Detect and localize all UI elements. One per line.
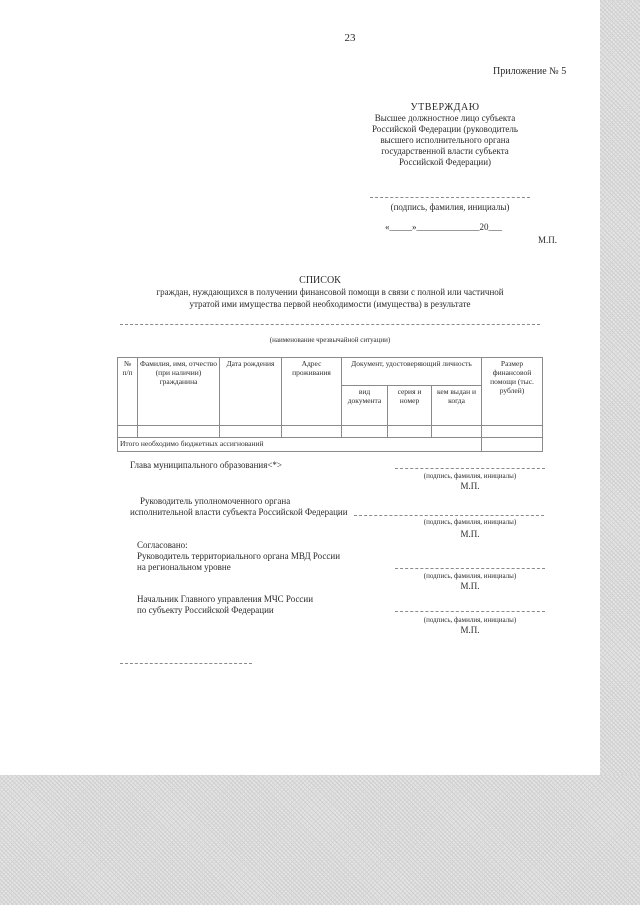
signatory-role-line2: на региональном уровне (137, 562, 231, 572)
signature-caption: (подпись, фамилия, инициалы) (423, 616, 517, 624)
empty-cell (138, 426, 220, 438)
signature-line (395, 568, 545, 569)
col-doc-series-header: серия и номер (388, 386, 432, 426)
empty-cell (432, 426, 482, 438)
heading-line-1: граждан, нуждающихся в получении финансовой помощи в связи с полной или частичной (156, 287, 504, 297)
signature-line (354, 515, 544, 516)
emergency-name-caption: (наименование чрезвычайной ситуации) (269, 336, 391, 344)
page-number: 23 (344, 32, 356, 44)
approval-line: Высшее должностное лицо субъекта (374, 113, 516, 123)
approval-title: УТВЕРЖДАЮ (410, 102, 480, 113)
signatory-role-line1: Руководитель территориального органа МВД России (137, 551, 341, 561)
stamp-label: М.П. (460, 529, 480, 539)
approval-line: Российской Федерации (руководитель (372, 124, 518, 134)
empty-cell (342, 426, 388, 438)
approval-block (355, 102, 535, 168)
approval-line: государственной власти субъекта (381, 146, 509, 156)
approval-line: высшего исполнительного органа (380, 135, 510, 145)
empty-cell (282, 426, 342, 438)
approval-signature-caption: (подпись, фамилия, инициалы) (390, 202, 510, 212)
signatory-role-line2: по субъекту Российской Федерации (137, 605, 274, 615)
heading-line-2: утратой ими имущества первой необходимости (имущества) в результате (189, 299, 471, 309)
footnote-separator (120, 663, 252, 664)
signatory-role-line2: исполнительной власти субъекта Российской Федерации (130, 507, 348, 517)
total-row-value (482, 438, 543, 452)
signature-caption: (подпись, фамилия, инициалы) (423, 472, 517, 480)
approval-date-line: «_____»______________20___ (385, 222, 502, 232)
signature-line (370, 197, 530, 198)
signature-caption: (подпись, фамилия, инициалы) (423, 572, 517, 580)
col-amount-header: Размер финансовой помощи (тыс. рублей) (482, 358, 543, 426)
appendix-label: Приложение № 5 (493, 66, 567, 77)
col-doc-type-header: вид документа (342, 386, 388, 426)
col-number-header: № п/п (118, 358, 138, 426)
approval-stamp: М.П. (538, 235, 558, 245)
col-birth-header: Дата рождения (220, 358, 282, 426)
document-title: СПИСОК (299, 275, 341, 286)
signature-line (395, 611, 545, 612)
signature-line (395, 468, 545, 469)
scan-border-right (600, 0, 640, 905)
approval-line: Российской Федерации) (398, 157, 492, 167)
empty-cell (482, 426, 543, 438)
signatory-role-line1: Начальник Главного управления МЧС России (137, 594, 314, 604)
col-address-header: Адрес проживания (282, 358, 342, 426)
signatory-role-line1: Руководитель уполномоченного органа (140, 496, 291, 506)
stamp-label: М.П. (460, 625, 480, 635)
empty-cell (118, 426, 138, 438)
empty-cell (220, 426, 282, 438)
col-document-header: Документ, удостоверяющий личность (342, 358, 482, 386)
citizens-table (117, 357, 543, 452)
emergency-name-line (120, 324, 540, 325)
scan-border-bottom (0, 775, 640, 905)
stamp-label: М.П. (460, 581, 480, 591)
agreed-label: Согласовано: (137, 540, 188, 550)
col-name-header: Фамилия, имя, отчество (при наличии) гражданина (138, 358, 220, 426)
empty-cell (388, 426, 432, 438)
col-doc-issued-header: кем выдан и когда (432, 386, 482, 426)
signature-caption: (подпись, фамилия, инициалы) (423, 518, 517, 526)
total-row-label: Итого необходимо бюджетных ассигнований (118, 438, 482, 452)
stamp-label: М.П. (460, 481, 480, 491)
signatory-head-municipality: Глава муниципального образования<*> (130, 460, 282, 470)
